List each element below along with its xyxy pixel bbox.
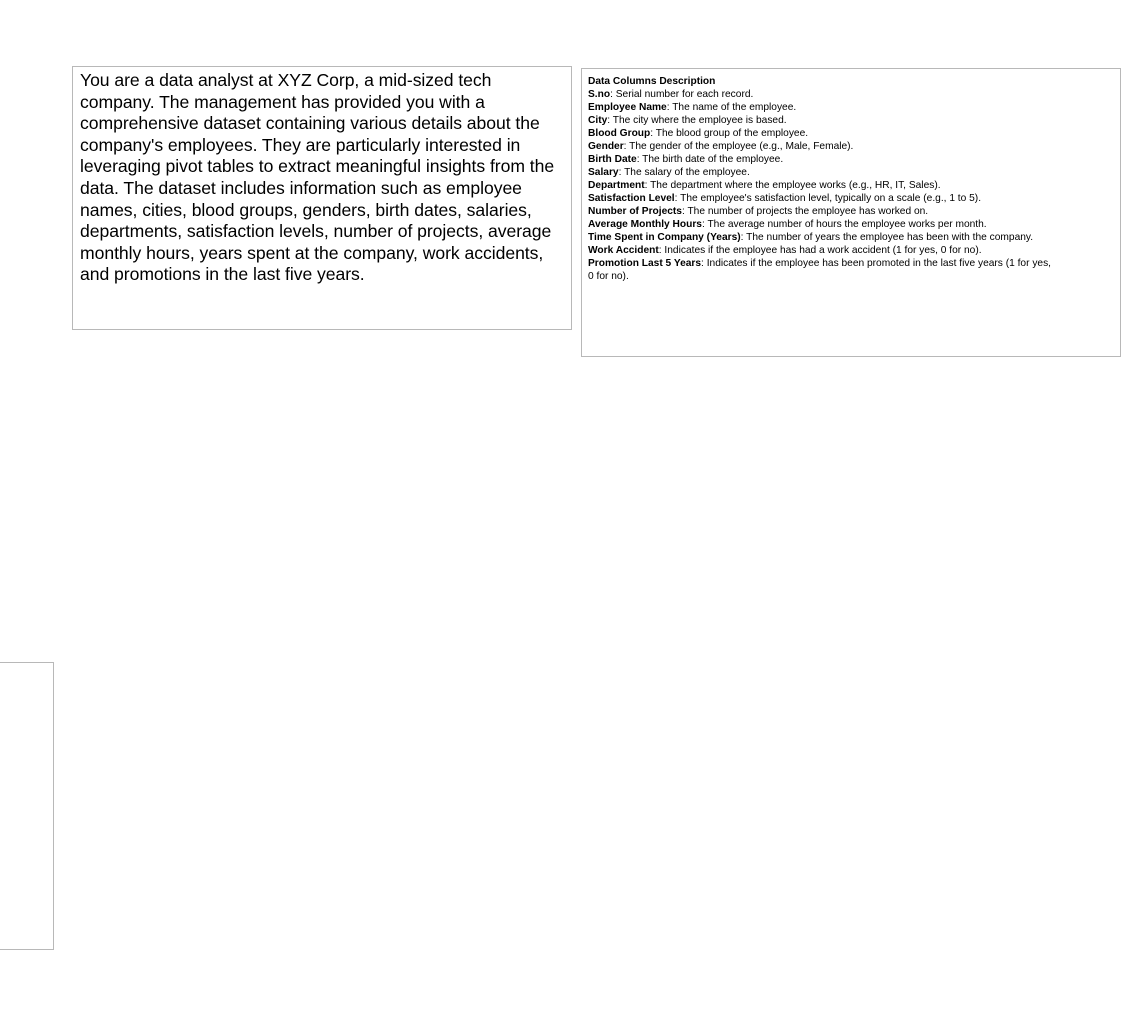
column-description-text: : The employee's satisfaction level, typically on a scale (e.g., 1 to 5). [674,193,982,204]
column-description-text: : The city where the employee is based. [607,115,787,126]
column-description-text: : Indicates if the employee has had a work accident (1 for yes, 0 for no). [658,245,982,256]
columns-description-left-fragment [581,68,1052,357]
column-description-text: : The birth date of the employee. [636,154,784,165]
column-description-item [588,179,1114,192]
column-name: Employee Name [588,102,667,113]
column-description-item [0,734,47,747]
column-description-text: : The department where the employee works (e.g., HR, IT, Sales). [644,180,941,191]
column-description-item [0,682,47,695]
column-description-item [0,786,47,799]
column-description-item [588,101,1114,114]
columns-description-title [0,669,47,682]
column-description-item [0,799,47,812]
intro-text-box [72,66,572,330]
column-name: Work Accident [588,245,659,256]
column-description-item [588,257,1114,270]
column-description-item [0,708,47,721]
column-description-text: : The average number of hours the employee works per month. [701,219,987,230]
column-name: Average Monthly Hours [588,219,702,230]
column-name: S.no [588,89,611,100]
columns-description-box [581,68,1121,357]
columns-description-list [588,88,1114,270]
column-name: City [588,115,608,126]
column-description-text: : The name of the employee. [666,102,797,113]
column-description-item [588,218,1114,231]
column-description-item [588,244,1114,257]
column-description-item [0,851,47,864]
column-description-item [0,760,47,773]
columns-description-continuation: 0 for no). [588,271,629,282]
columns-description-title: Data Columns Description [588,76,716,87]
column-description-item [588,205,1114,218]
column-name: Blood Group [588,128,651,139]
column-description-item [0,721,47,734]
column-name: Department [588,180,645,191]
columns-description-list [0,682,47,864]
column-description-text: : Indicates if the employee has been promoted in the last five years (1 for yes, [701,258,1052,269]
column-name: Satisfaction Level [588,193,675,204]
columns-description-box-continued [0,662,54,950]
column-name: Promotion Last 5 Years [588,258,702,269]
column-description-text: : The salary of the employee. [618,167,750,178]
columns-description-right-fragment [48,666,481,950]
column-description-item [588,153,1114,166]
column-description-text: : The gender of the employee (e.g., Male, Female). [623,141,854,152]
column-description-text: : The number of years the employee has been with the company. [740,232,1034,243]
column-description-item [588,127,1114,140]
column-name: Number of Projects [588,206,682,217]
column-description-item [0,825,47,838]
column-description-item [588,88,1114,101]
intro-paragraph: You are a data analyst at XYZ Corp, a mid-sized tech company. The management has provided you with a comprehensive dataset containing various details about the company's employees. They are particularly interested in leveraging pivot tables to extract meaningful insights from the data. The dataset includes information such as employee names, cities, blood groups, genders, birth dates, salaries, departments, satisfaction levels, number of projects, average monthly hours, years spent at the company, work accidents, and promotions in the last five years. [80,70,555,285]
column-description-text: : Serial number for each record. [610,89,754,100]
column-description-item [0,695,47,708]
column-name: Salary [588,167,619,178]
column-name: Time Spent in Company (Years) [588,232,741,243]
column-description-item [588,166,1114,179]
column-description-item [588,114,1114,127]
columns-description-continuation [0,864,47,877]
column-description-item [588,140,1114,153]
column-description-item [0,838,47,851]
column-description-item [0,773,47,786]
column-description-item [588,231,1114,244]
column-description-text: : The blood group of the employee. [650,128,809,139]
column-name: Birth Date [588,154,637,165]
column-description-item [0,812,47,825]
column-description-item [0,747,47,760]
column-description-item [588,192,1114,205]
column-description-text: : The number of projects the employee has worked on. [681,206,929,217]
column-name: Gender [588,141,624,152]
